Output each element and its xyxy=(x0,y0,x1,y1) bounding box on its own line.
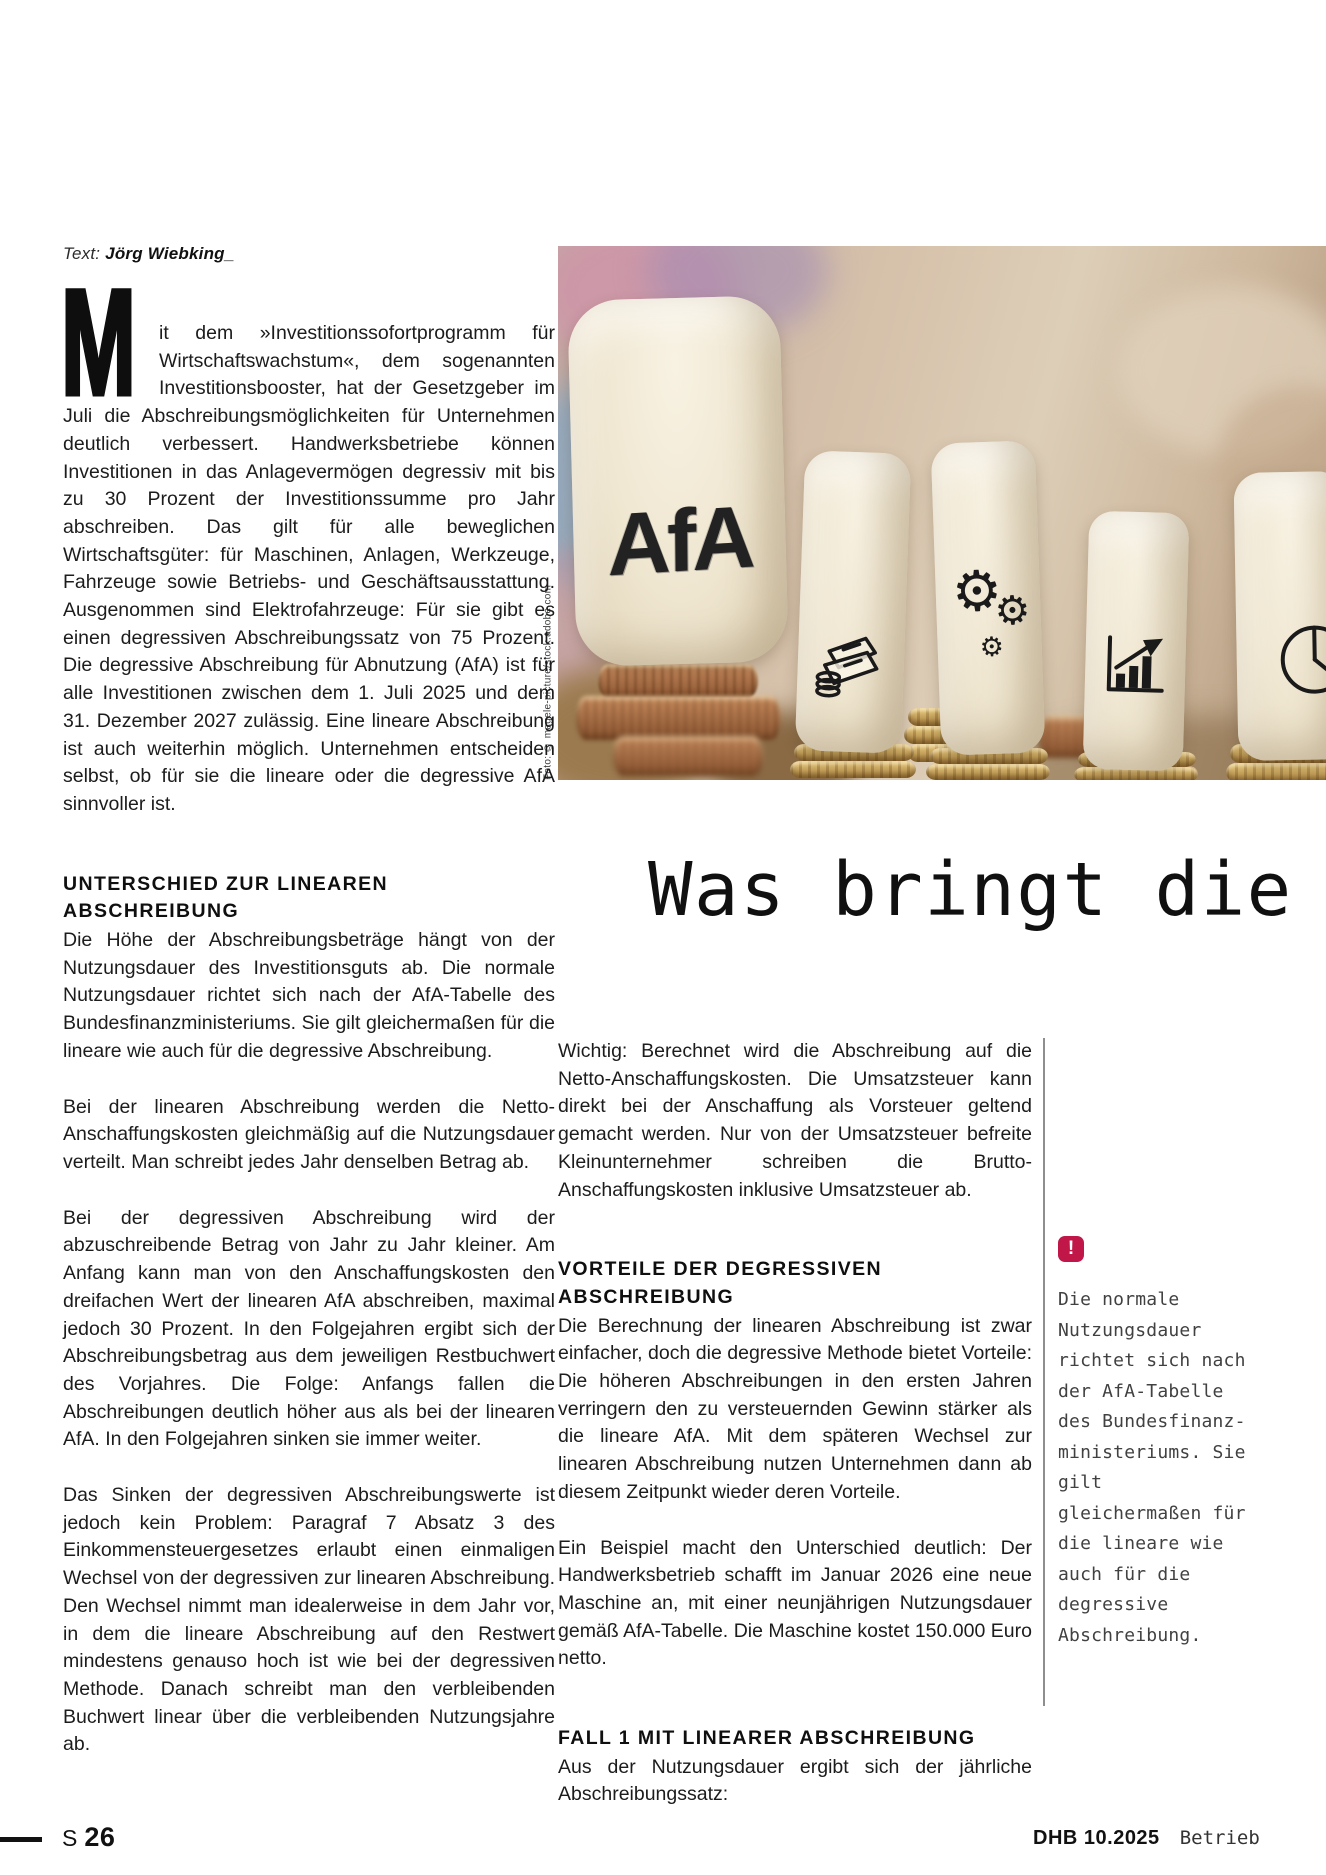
pie-chart-icon xyxy=(1274,619,1326,700)
coin xyxy=(598,664,758,698)
coin xyxy=(1226,763,1326,780)
gear-icon-small: ⚙ xyxy=(979,631,1005,664)
section-heading-vorteile: VORTEILE DER DEGRESSIVEN ABSCHREIBUNG xyxy=(558,1258,882,1308)
afa-cube xyxy=(567,295,789,666)
issue-label: DHB 10.2025 xyxy=(1033,1827,1160,1849)
byline-author: Jörg Wiebking_ xyxy=(105,244,235,263)
section-label: Betrieb xyxy=(1179,1827,1260,1849)
chart-cube xyxy=(1083,511,1190,772)
sidebar-note-text: Die normale Nutzungsdauer richtet sich nach der AfA-Tabelle des Bundesfinanzministeriums. Sie gilt gleichermaßen für die lineare wie auch für die degressive Abschreibung. xyxy=(1058,1289,1246,1646)
banknotes-icon xyxy=(812,629,890,702)
gears-cube xyxy=(931,440,1046,755)
intro-text: it dem »Investitionssofortprogramm für Wirtschaftswachstum«, dem sogenannten Investitionsbooster, hat der Gesetzgeber im Juli die Abschreibungsmöglichkeiten für Unternehmen deutlich verbessert. Handwerksbetriebe können Investitionen in das Anlagevermögen degressiv mit bis zu 30 Prozent der Investitionssumme pro Jahr abschreiben. Das gilt für alle beweglichen Wirtschaftsgüter: für Maschinen, Anlagen, Werkzeuge, Fahrzeuge sowie Betriebs- und Geschäftsausstattung. Ausgenommen sind Elektrofahrzeuge: Für sie gibt es einen degressiven Abschreibungssatz von 75 Prozent. Die degressive Abschreibung für Abnutzung (AfA) ist für alle Investitionen zwischen dem 1. Juli 2025 und dem 31. Dezember 2027 zulässig. Eine lineare Abschreibung ist auch weiterhin möglich. Unternehmen entscheiden selbst, ob für sie die lineare oder die degressive AfA sinnvoller ist. xyxy=(63,322,555,815)
gear-icon-medium: ⚙ xyxy=(993,587,1032,635)
byline-label: Text: xyxy=(63,244,101,263)
bar-chart-icon xyxy=(1104,631,1168,697)
paragraph: Die Höhe der Abschreibungsbeträge hängt von der Nutzungsdauer des Investitionsguts ab. Die normale Nutzungsdauer richtet sich nach der AfA-Tabelle des Bundesfinanzministeriums. Sie gilt gleichermaßen für die lineare wie auch für die degressive Abschreibung. xyxy=(63,929,555,1062)
sidebar-note xyxy=(1058,1236,1250,1651)
coin xyxy=(926,764,1050,780)
paragraph: Das Sinken der degressiven Abschreibungswerte ist jedoch kein Problem: Paragraf 7 Absatz 3 des Einkommensteuergesetzes erlaubt einen einmaligen Wechsel von der degressiven zur linearen Abschreibung. Den Wechsel nimmt man idealerweise in dem Jahr vor, in dem die lineare Abschreibung auf den Restwert mindestens genauso hoch ist wie bei der degressiven Methode. Danach schreibt man den verbleibenden Buchwert linear über die verbleibenden Nutzungsjahre ab. xyxy=(63,1484,555,1756)
footer-issue-section xyxy=(1033,1827,1260,1850)
article-column-left xyxy=(61,258,555,1759)
page-number xyxy=(62,1822,115,1853)
gears-icon: ⚙ xyxy=(950,558,1004,626)
drop-cap xyxy=(61,258,159,426)
paragraph: Ein Beispiel macht den Unterschied deutlich: Der Handwerksbetrieb schafft im Januar 2026 eine neue Maschine an, mit einer neunjährigen Nutzungsdauer gemäß AfA-Tabelle. Die Maschine kostet 150.000 Euro netto. xyxy=(558,1536,1032,1670)
article-column-middle xyxy=(558,1038,1032,1809)
exclamation-icon: ! xyxy=(1058,1236,1084,1262)
coin xyxy=(790,761,916,778)
afa-cube-label: AfA xyxy=(607,486,753,595)
page-title: Was bringt die xyxy=(648,847,1293,933)
paragraph: Bei der linearen Abschreibung werden die Netto-Anschaffungskosten gleichmäßig auf die Nutzungsdauer verteilt. Man schreibt jedes Jahr denselben Betrag ab. xyxy=(63,1095,555,1173)
section-heading-fall1: FALL 1 MIT LINEARER ABSCHREIBUNG xyxy=(558,1727,976,1750)
pie-cube xyxy=(1233,471,1326,761)
section-heading-unterschied: UNTERSCHIED ZUR LINEAREN ABSCHREIBUNG xyxy=(63,872,389,923)
paragraph: Die Berechnung der linearen Abschreibung ist zwar einfacher, doch die degressive Methode bietet Vorteile: Die höheren Abschreibungen in den ersten Jahren verringern den zu versteuernden Gewinn stärker als die lineare AfA. Mit dem späteren Wechsel zur linearen Abschreibung nutzen Unternehmen dann ab diesem Zeitpunkt wieder deren Vorteile. xyxy=(558,1314,1032,1503)
intro-paragraph xyxy=(61,258,555,819)
coin xyxy=(576,696,781,740)
column-divider xyxy=(1043,1038,1045,1706)
photo-credit: Foto: © magele-picture/stock.adobe.com xyxy=(542,584,554,780)
paragraph: Aus der Nutzungsdauer ergibt sich der jährliche Abschreibungssatz: xyxy=(558,1755,1032,1806)
money-cube xyxy=(795,450,911,754)
coin xyxy=(613,736,763,776)
hero-photo xyxy=(558,246,1326,780)
page-number-value: 26 xyxy=(84,1822,116,1852)
footer-rule xyxy=(0,1837,42,1842)
note-paragraph: Wichtig: Berechnet wird die Abschreibung auf die Netto-Anschaffungskosten. Die Umsatzsteuer kann direkt bei der Anschaffung als Vorsteuer geltend gemacht werden. Nur von der Umsatzsteuer befreite Kleinunternehmer schreiben die Brutto-Anschaffungskosten inklusive Umsatzsteuer ab. xyxy=(558,1040,1032,1201)
drop-cap-letter: M xyxy=(61,258,136,426)
paragraph: Bei der degressiven Abschreibung wird der abzuschreibende Betrag von Jahr zu Jahr kleiner. Am Anfang kann man von den Anschaffungskosten den dreifachen Wert der linearen AfA abschreiben, maximal jedoch 30 Prozent. In den Folgejahren ergibt sich der Abschreibungsbetrag aus dem jeweiligen Restbuchwert des Vorjahres. Die Folge: Anfangs fallen die Abschreibungen deutlich höher aus als bei der linearen AfA. In den Folgejahren sinken sie immer weiter. xyxy=(63,1206,555,1451)
page-prefix: S xyxy=(62,1825,78,1851)
